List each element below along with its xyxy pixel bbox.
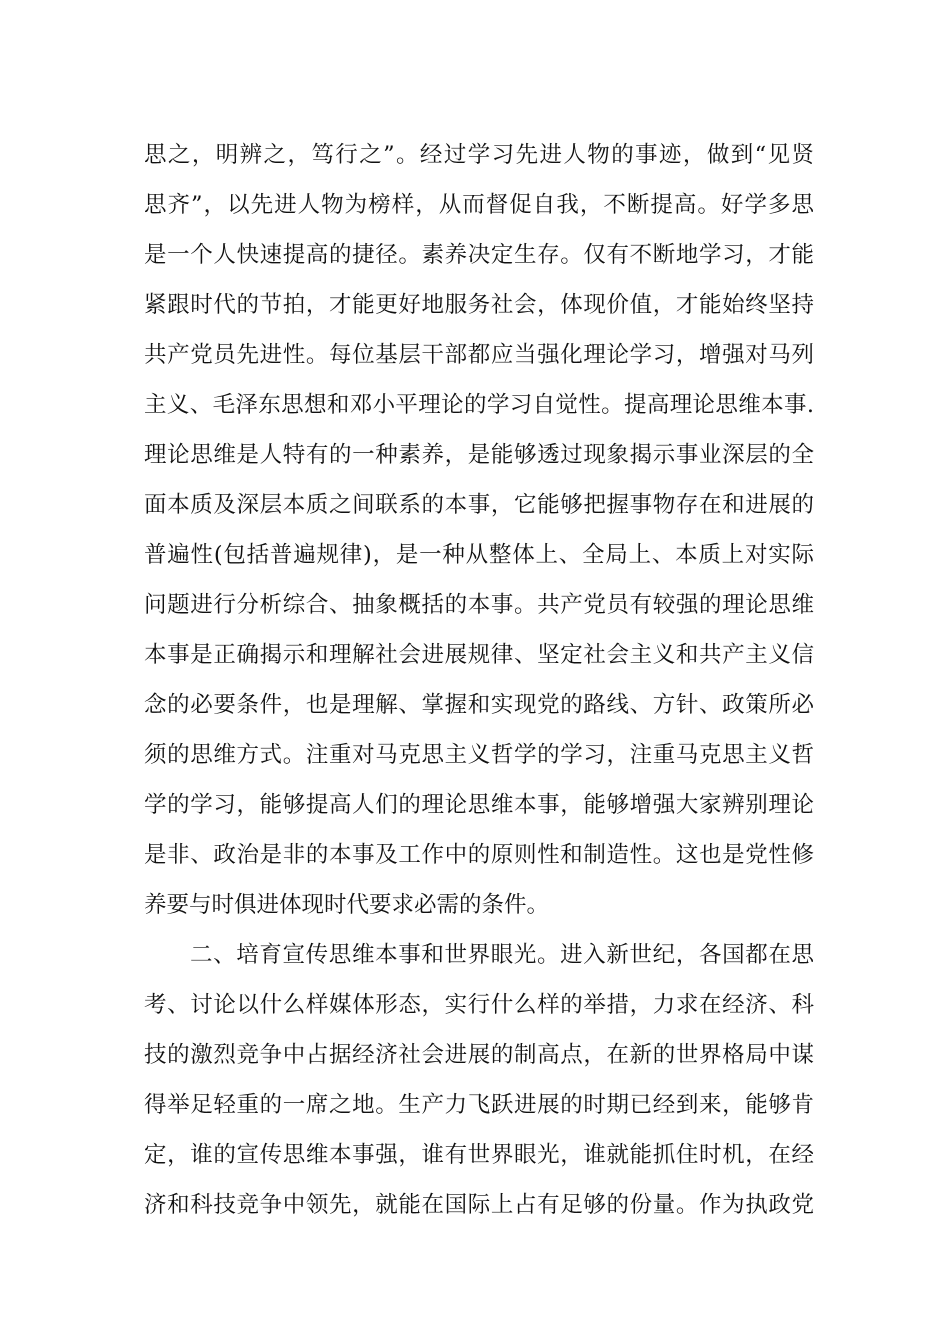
text-line: 养要与时俱进体现时代要求必需的条件。: [144, 892, 550, 918]
text-line: 定，谁的宣传思维本事强，谁有世界眼光，谁就能抓住时机，在经: [144, 1142, 814, 1168]
text-line: 二、培育宣传思维本事和世界眼光。进入新世纪，各国都在思: [190, 942, 814, 968]
text-line: 主义、毛泽东思想和邓小平理论的学习自觉性。提高理论思维本事.: [144, 392, 814, 418]
text-line: 思齐”，以先进人物为榜样，从而督促自我，不断提高。好学多思: [144, 192, 814, 218]
document-body: [144, 130, 814, 1230]
text-line: 念的必要条件，也是理解、掌握和实现党的路线、方针、政策所必: [144, 692, 814, 718]
text-line: 问题进行分析综合、抽象概括的本事。共产党员有较强的理论思维: [144, 592, 814, 618]
text-line: 是一个人快速提高的捷径。素养决定生存。仅有不断地学习，才能: [144, 242, 814, 268]
text-line: 紧跟时代的节拍，才能更好地服务社会，体现价值，才能始终坚持: [144, 292, 814, 318]
text-line: 技的激烈竞争中占据经济社会进展的制高点，在新的世界格局中谋: [144, 1042, 814, 1068]
text-line: 考、讨论以什么样媒体形态，实行什么样的举措，力求在经济、科: [144, 992, 814, 1018]
text-line: 是非、政治是非的本事及工作中的原则性和制造性。这也是党性修: [144, 842, 814, 868]
text-line: 面本质及深层本质之间联系的本事，它能够把握事物存在和进展的: [144, 492, 814, 518]
text-line: 思之，明辨之，笃行之”。经过学习先进人物的事迹，做到“见贤: [144, 142, 814, 168]
text-line: 共产党员先进性。每位基层干部都应当强化理论学习，增强对马列: [144, 342, 814, 368]
paragraph-1: [144, 130, 814, 930]
text-line: 理论思维是人特有的一种素养，是能够透过现象揭示事业深层的全: [144, 442, 814, 468]
paragraph-2: [144, 930, 814, 1230]
text-line: 学的学习，能够提高人们的理论思维本事，能够增强大家辨别理论: [144, 792, 814, 818]
text-line: 济和科技竞争中领先，就能在国际上占有足够的份量。作为执政党: [144, 1192, 814, 1218]
text-line: 须的思维方式。注重对马克思主义哲学的学习，注重马克思主义哲: [144, 742, 814, 768]
text-line: 得举足轻重的一席之地。生产力飞跃进展的时期已经到来，能够肯: [144, 1092, 814, 1118]
text-line: 本事是正确揭示和理解社会进展规律、坚定社会主义和共产主义信: [144, 642, 814, 668]
text-line: 普遍性(包括普遍规律)，是一种从整体上、全局上、本质上对实际: [144, 542, 814, 568]
